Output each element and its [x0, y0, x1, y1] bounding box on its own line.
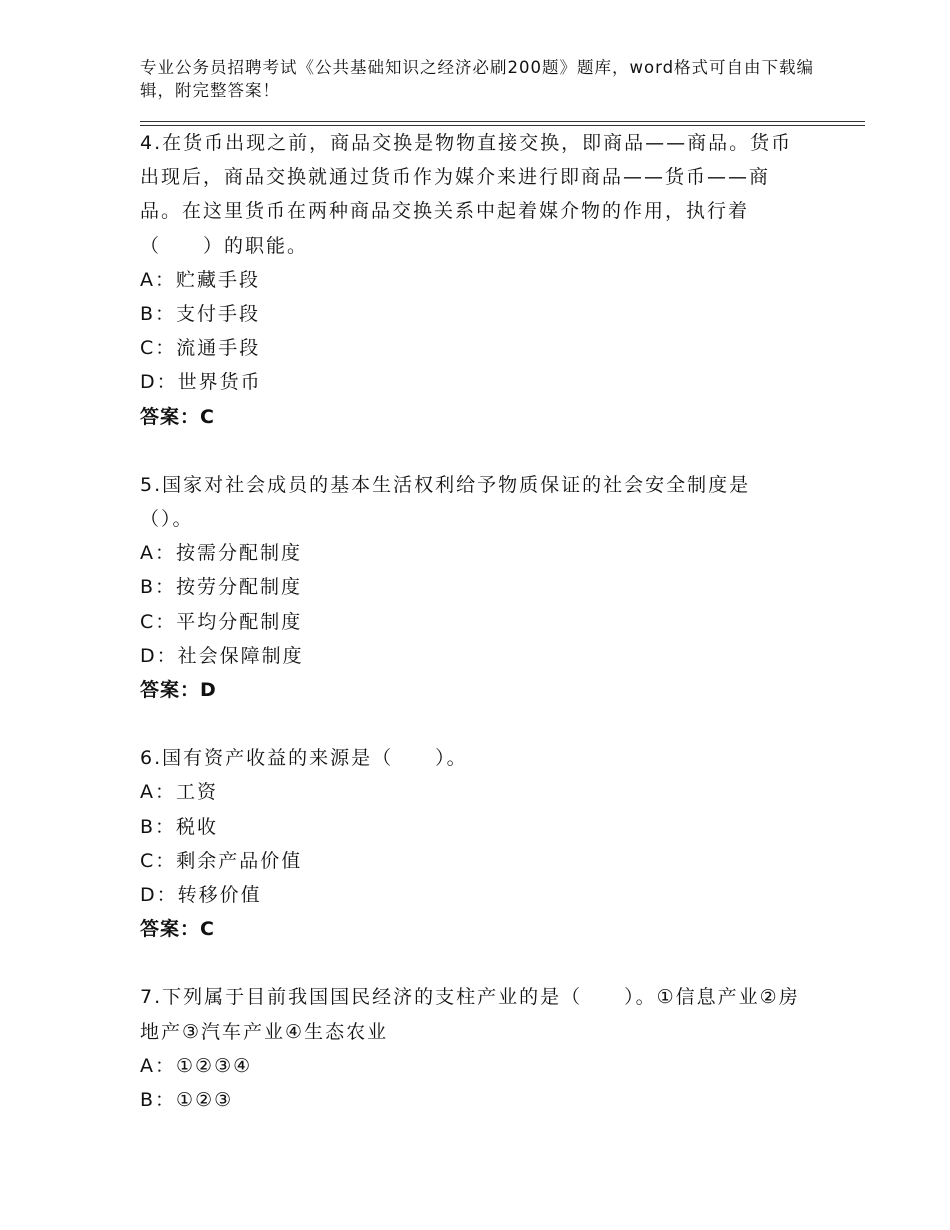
option-b: B：税收	[140, 815, 219, 838]
question-5	[140, 468, 800, 707]
option-d: D：社会保障制度	[140, 644, 304, 667]
option-a: A：按需分配制度	[140, 542, 302, 565]
option-c: C：剩余产品价值	[140, 849, 303, 872]
question-list	[140, 126, 800, 1151]
option-d: D：世界货币	[140, 371, 262, 394]
option-a: A：①②③④	[140, 1054, 253, 1077]
question-stem: 7.下列属于目前我国国民经济的支柱产业的是（ ）。①信息产业②房地产③汽车产业④生态农业	[140, 986, 800, 1043]
question-stem: 6.国有资产收益的来源是（ ）。	[140, 747, 468, 770]
option-d: D：转移价值	[140, 884, 262, 907]
question-6	[140, 741, 800, 946]
option-c: C：流通手段	[140, 337, 261, 360]
option-a: A：贮藏手段	[140, 268, 260, 291]
option-b: B：①②③	[140, 1089, 234, 1112]
header-divider-top	[140, 121, 865, 122]
question-stem: 4.在货币出现之前，商品交换是物物直接交换，即商品——商品。货币出现后，商品交换就通过货币作为媒介来进行即商品——货币——商品。在这里货币在两种商品交换关系中起着媒介物的作用，执行着（ ）的职能。	[140, 132, 793, 257]
option-a: A：工资	[140, 781, 218, 804]
answer-label: 答案：D	[140, 679, 217, 702]
question-7	[140, 980, 800, 1117]
answer-label: 答案：C	[140, 405, 215, 428]
answer-label: 答案：C	[140, 918, 215, 941]
question-4	[140, 126, 800, 434]
option-c: C：平均分配制度	[140, 610, 303, 633]
option-b: B：支付手段	[140, 303, 261, 326]
question-stem: 5.国家对社会成员的基本生活权利给予物质保证的社会安全制度是（）。	[140, 473, 751, 531]
option-b: B：按劳分配制度	[140, 576, 303, 599]
document-header: 专业公务员招聘考试《公共基础知识之经济必刷200题》题库，word格式可自由下载编辑，附完整答案！	[140, 58, 815, 100]
